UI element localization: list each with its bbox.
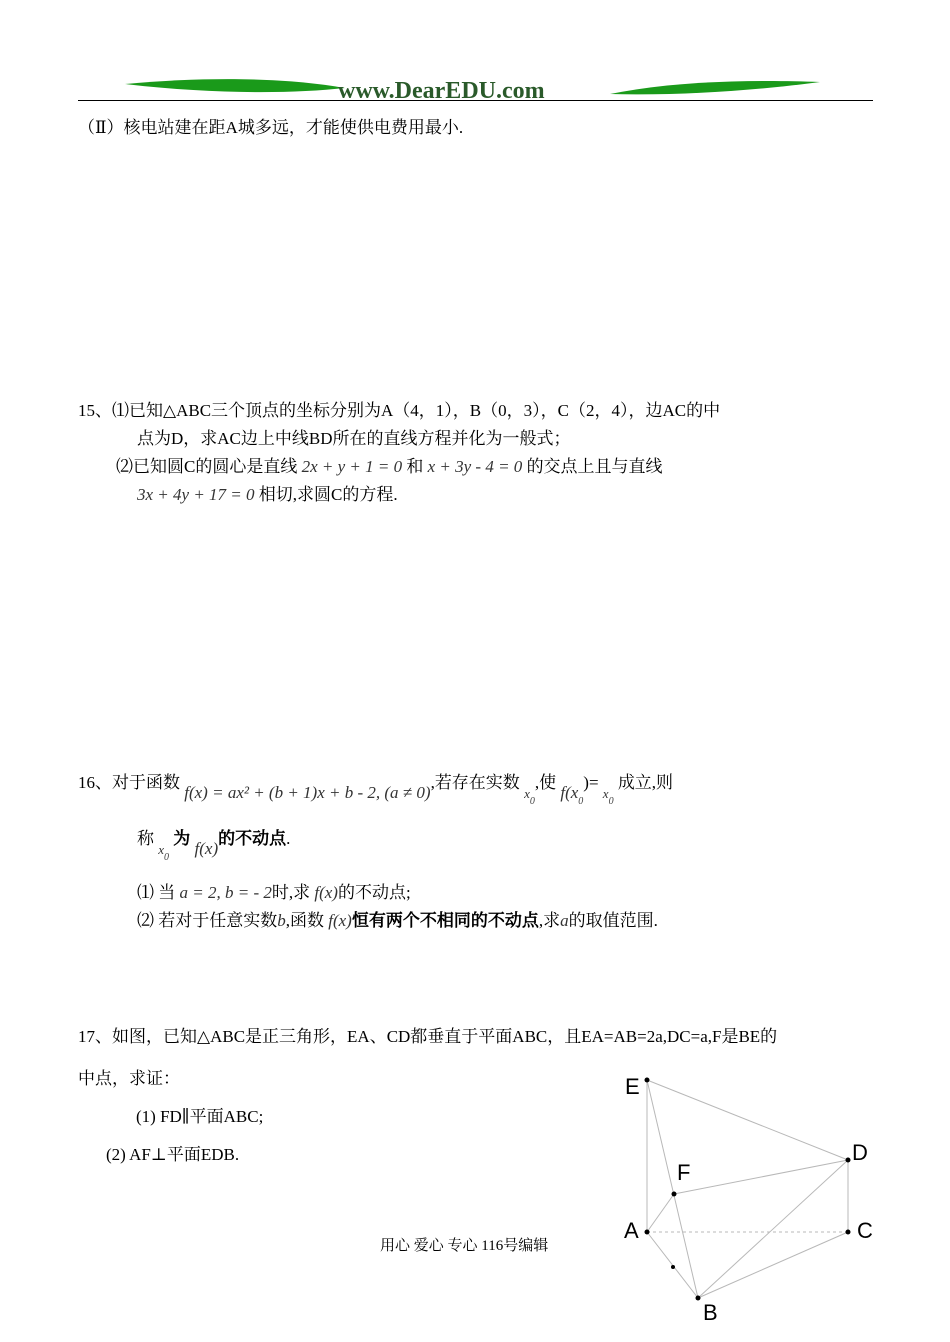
q16-p2-c: ,函数: [285, 911, 324, 930]
q15-line1: 15、⑴已知△ABC三个顶点的坐标分别为A（4，1），B（0，3），C（2，4），边AC的中: [78, 401, 721, 420]
q14-part2: （Ⅱ）核电站建在距A城多远，才能使供电费用最小.: [78, 118, 464, 137]
q15-eq1: 2x + y + 1 = 0: [301, 457, 403, 476]
q16-p1-b: 时,求: [271, 883, 311, 902]
q16-p1-fx: f(x): [314, 883, 338, 902]
edge-af: [647, 1194, 674, 1232]
q16-line2: [137, 828, 291, 863]
q16-p2-b: b: [277, 911, 286, 930]
left-swoosh: [125, 79, 345, 92]
right-swoosh: [610, 81, 820, 94]
label-f: F: [677, 1160, 691, 1185]
q16-part1: [137, 882, 411, 904]
q16-fx0: $f(x_0$: [560, 783, 584, 807]
page-footer: 用心 爱心 专心 116号编辑: [380, 1238, 549, 1254]
q17-line1: 17、如图，已知△ABC是正三角形，EA、CD都垂直于平面ABC，且EA=AB=2a,DC=a,F是BE的: [78, 1027, 778, 1046]
q15-line3-post: 的交点上且与直线: [526, 457, 663, 476]
q15-eq2: x + 3y - 4 = 0: [427, 457, 523, 476]
vertex-e: [645, 1078, 650, 1083]
q16-x0-rhs: x0: [602, 786, 614, 807]
q16-line1: [78, 772, 674, 807]
q16-p2-a: ⑵ 若对于任意实数: [137, 911, 278, 930]
q16-part2: [137, 910, 658, 932]
q15-eq3: 3x + 4y + 17 = 0: [137, 485, 255, 504]
q16-line2-c: 的不动点: [218, 829, 287, 848]
q16-cond1: ,若存在实数: [430, 773, 520, 792]
vertex-d: [846, 1158, 851, 1163]
q16-p2-g: 的取值范围.: [568, 911, 658, 930]
vertex-b: [696, 1296, 701, 1301]
q16-p2-f: a: [560, 911, 569, 930]
q16-x0: x0: [524, 786, 535, 807]
q17-line2: 中点，求证：: [78, 1069, 180, 1088]
q15-line3: [116, 456, 663, 478]
q16-prefix: 16、对于函数: [78, 773, 180, 792]
q15-line4: [137, 484, 398, 506]
q16-function: f(x) = ax² + (b + 1)x + b - 2, (a ≠ 0): [184, 783, 431, 802]
q16-p1-eq: a = 2, b = - 2: [179, 883, 272, 902]
point-ab-mid: [671, 1265, 675, 1269]
q16-cond2: ,使: [534, 773, 557, 792]
geometry-figure: [610, 1070, 890, 1325]
label-e: E: [625, 1074, 640, 1099]
q16-line2-b: 为: [173, 829, 191, 848]
label-d: D: [852, 1140, 868, 1165]
edge-ed: [647, 1080, 848, 1160]
q16-line2-a: 称: [137, 829, 154, 848]
header-rule: [78, 100, 873, 101]
q16-line2-fx: f(x): [194, 839, 219, 858]
q16-line2-x0: x0: [158, 842, 170, 863]
edge-bc: [698, 1232, 848, 1298]
q16-equals: )=: [583, 773, 599, 792]
q16-cond3: 成立,则: [617, 773, 674, 792]
q16-p2-d: 恒有两个不相同的不动点: [351, 911, 539, 930]
vertex-f: [672, 1192, 677, 1197]
q15-line3-pre: ⑵已知圆C的圆心是直线: [116, 457, 298, 476]
q17-part2: (2) AF⊥平面EDB.: [106, 1145, 240, 1164]
label-b: B: [703, 1300, 718, 1325]
edge-fd: [674, 1160, 848, 1194]
q16-p2-fx: f(x): [328, 911, 352, 930]
site-logo: www.DearEDU.com: [338, 78, 545, 104]
q15-line4-post: 相切,求圆C的方程.: [258, 485, 398, 504]
q16-p1-a: ⑴ 当: [137, 883, 176, 902]
label-c: C: [857, 1218, 873, 1243]
q16-p1-c: 的不动点;: [337, 883, 411, 902]
q17-part1: (1) FD∥平面ABC;: [136, 1107, 264, 1126]
q16-line2-d: .: [286, 829, 291, 848]
q15-line3-mid: 和: [406, 457, 424, 476]
edge-bd: [698, 1160, 848, 1298]
q15-line2: 点为D，求AC边上中线BD所在的直线方程并化为一般式；: [137, 429, 571, 448]
label-a: A: [624, 1218, 639, 1243]
vertex-c: [846, 1230, 851, 1235]
vertex-a: [645, 1230, 650, 1235]
q16-p2-e: ,求: [538, 911, 561, 930]
